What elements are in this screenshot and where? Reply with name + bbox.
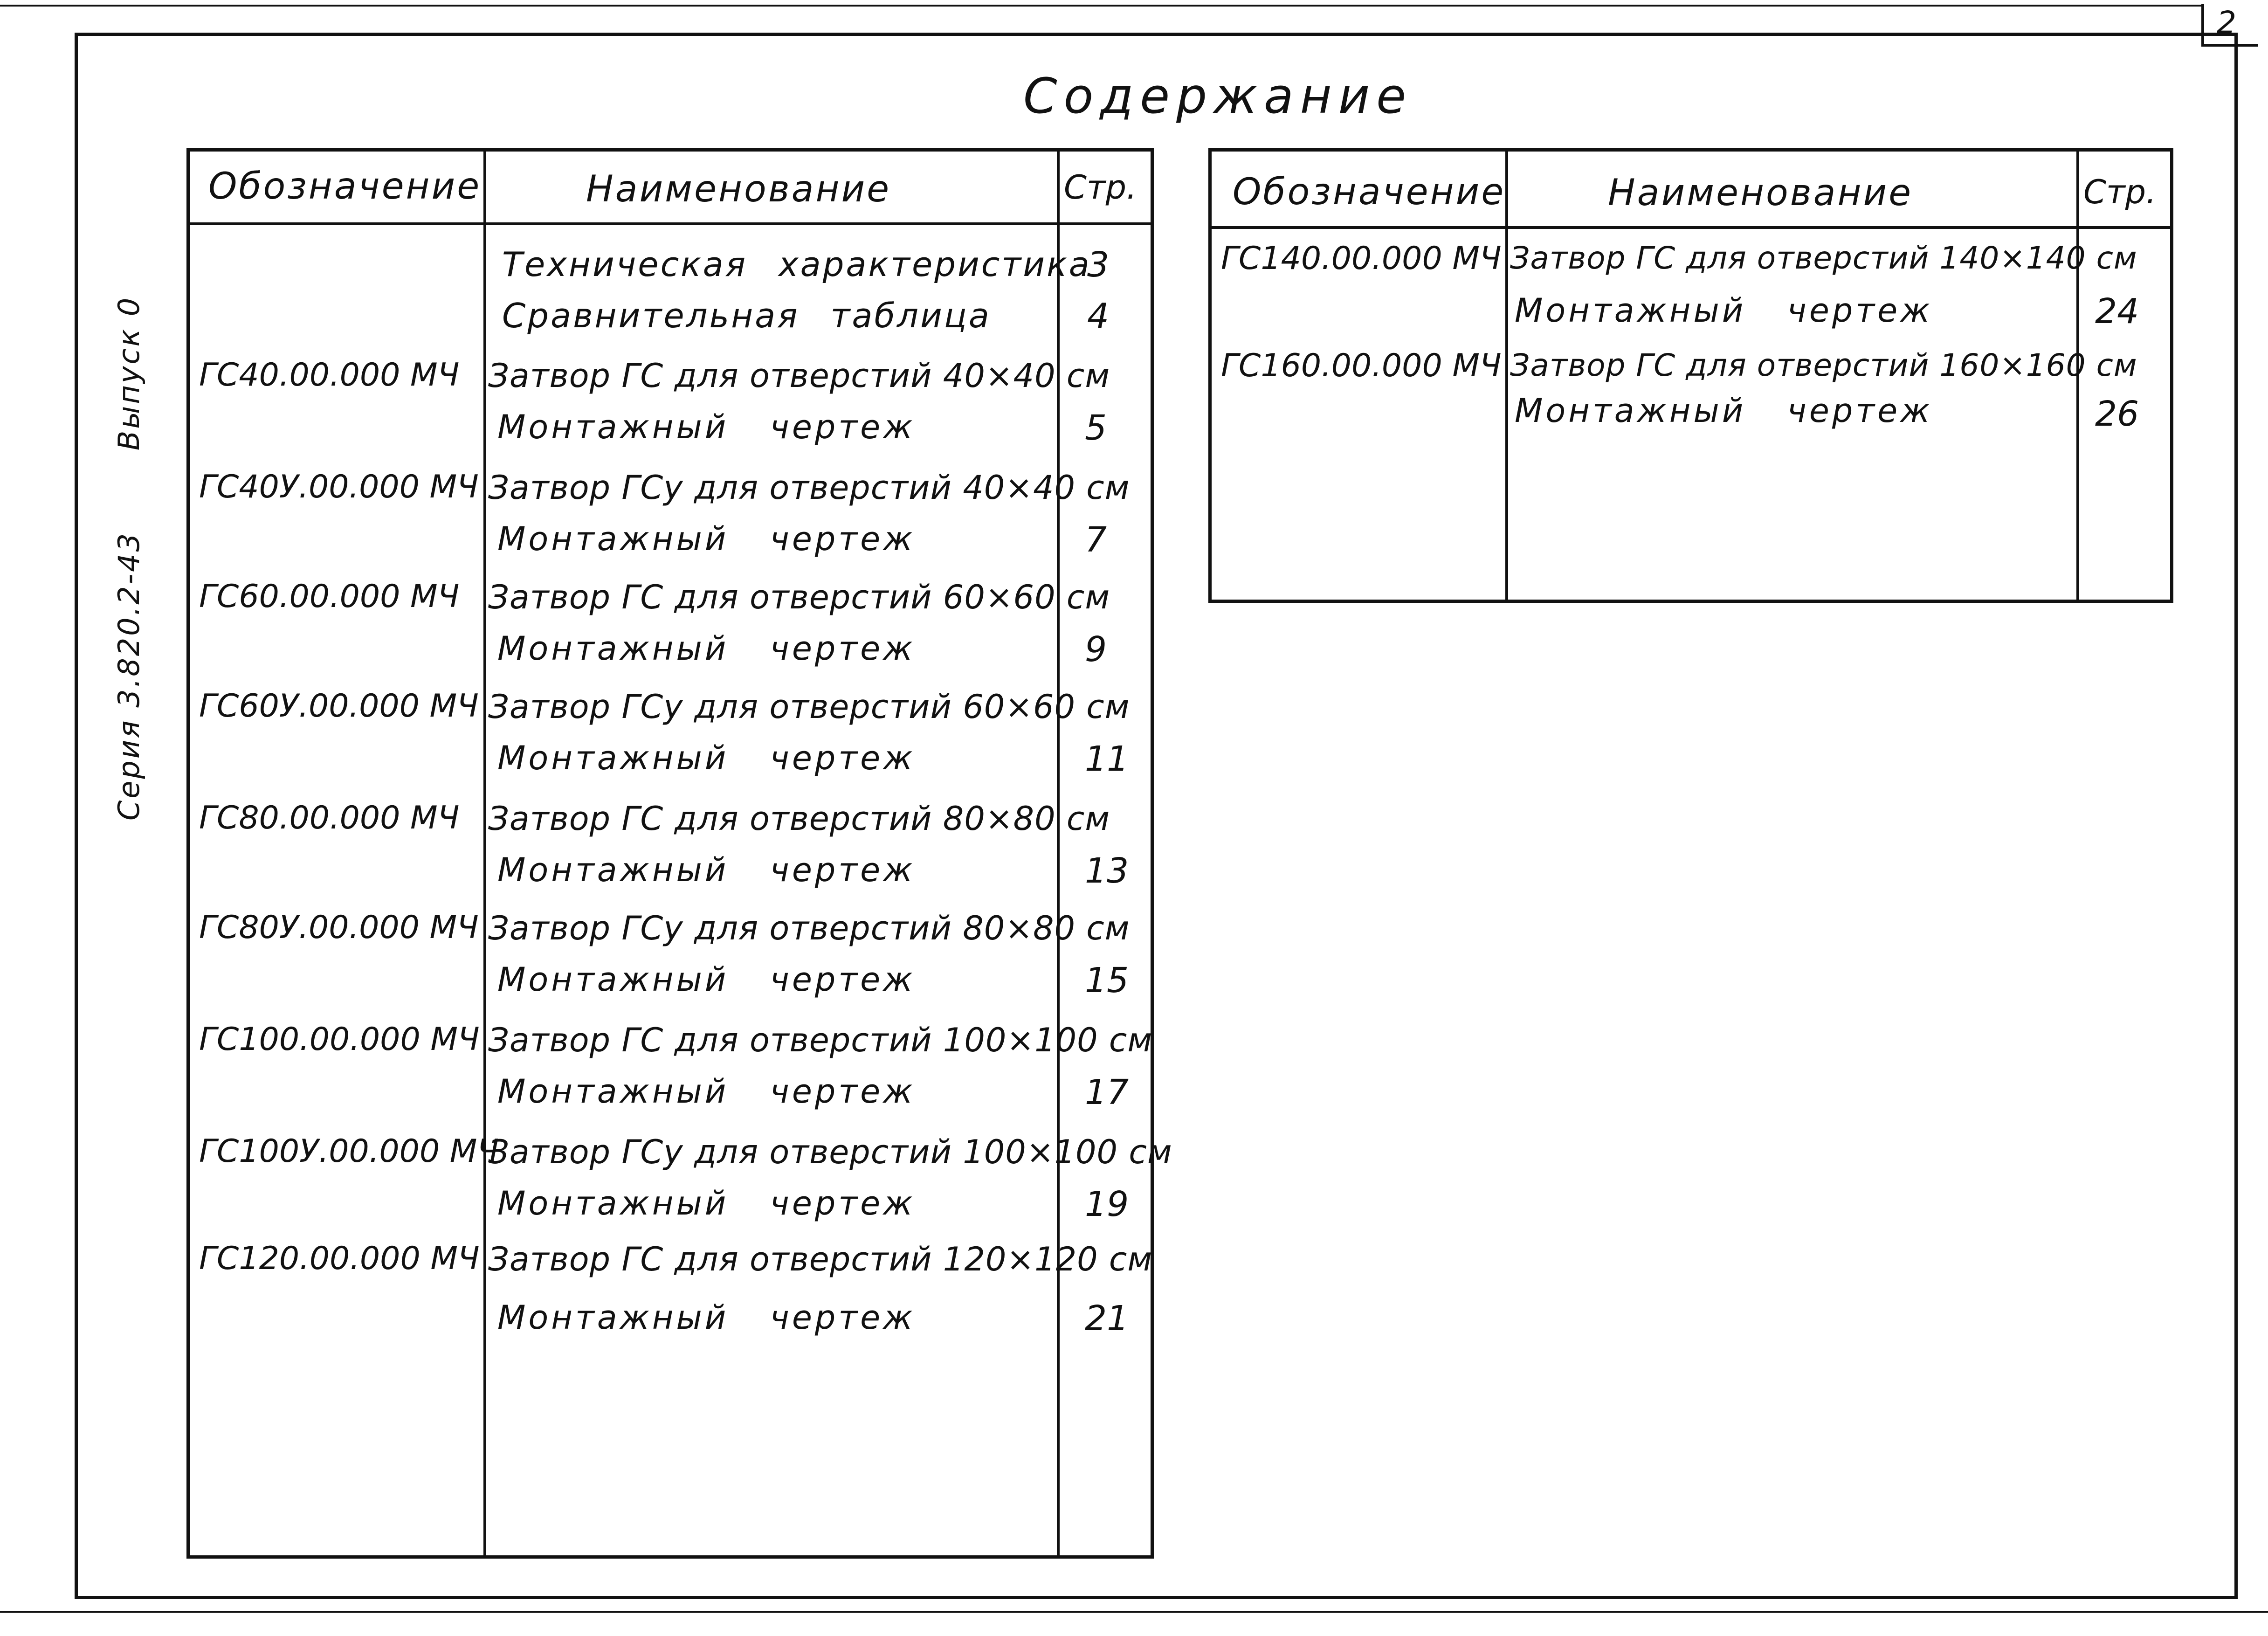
contents-table-right — [1208, 148, 2173, 603]
table-row — [190, 357, 1151, 469]
row-name: Затвор ГС для отверстий 160×160 см — [1510, 347, 2137, 383]
header-page: Стр. — [2083, 173, 2157, 211]
header-page: Стр. — [1064, 168, 1137, 207]
row-designation: ГС120.00.000 МЧ — [199, 1240, 480, 1277]
row-subtitle: Монтажный чертеж — [497, 851, 916, 889]
row-name: Затвор ГС для отверстий 140×140 см — [1510, 240, 2137, 276]
row-page: 19 — [1085, 1184, 1129, 1224]
row-subtitle: Монтажный чертеж — [497, 739, 916, 777]
row-subtitle: Монтажный чертеж — [497, 408, 916, 446]
row-page: 7 — [1085, 520, 1107, 560]
row-page: 26 — [2095, 394, 2139, 434]
intro-item-name: Сравнительная таблица — [502, 296, 991, 335]
table-row — [190, 688, 1151, 800]
table-row — [1212, 240, 2170, 352]
table-row — [1212, 347, 2170, 459]
intro-item-name: Техническая характеристика — [502, 245, 1091, 284]
table-row — [190, 800, 1151, 911]
header-designation: Обозначение — [208, 166, 482, 207]
header-designation: Обозначение — [1233, 171, 1506, 213]
document-title: Содержание — [1023, 68, 1413, 124]
row-page: 13 — [1085, 851, 1129, 891]
row-name: Затвор ГС для отверстий 60×60 см — [488, 578, 1110, 616]
row-subtitle: Монтажный чертеж — [497, 960, 916, 999]
row-designation: ГС100.00.000 МЧ — [199, 1021, 480, 1058]
row-name: Затвор ГСу для отверстий 80×80 см — [488, 909, 1130, 947]
intro-item-page: 3 — [1087, 245, 1111, 285]
row-subtitle: Монтажный чертеж — [497, 1072, 916, 1111]
series-side-label — [112, 296, 146, 821]
row-designation: ГС140.00.000 МЧ — [1221, 240, 1502, 277]
row-page: 21 — [1085, 1298, 1129, 1339]
header-name: Наименование — [586, 168, 891, 210]
table-row — [190, 909, 1151, 1021]
row-name: Затвор ГСу для отверстий 100×100 см — [488, 1133, 1172, 1171]
row-page: 17 — [1085, 1072, 1129, 1112]
row-name: Затвор ГСу для отверстий 40×40 см — [488, 469, 1130, 507]
row-page: 11 — [1085, 739, 1129, 779]
table-row — [190, 469, 1151, 580]
row-designation: ГС100У.00.000 МЧ — [199, 1133, 499, 1170]
row-name: Затвор ГС для отверстий 40×40 см — [488, 357, 1110, 395]
page-number: 2 — [2217, 5, 2238, 41]
row-name: Затвор ГС для отверстий 100×100 см — [488, 1021, 1153, 1059]
header-divider — [190, 222, 1151, 225]
contents-table-left — [186, 148, 1172, 1559]
row-designation: ГС60У.00.000 МЧ — [199, 688, 479, 725]
row-page: 5 — [1085, 408, 1107, 448]
row-subtitle: Монтажный чертеж — [497, 1298, 916, 1337]
series-label: Серия 3.820.2-43 — [112, 531, 146, 821]
row-designation: ГС60.00.000 МЧ — [199, 578, 460, 615]
row-subtitle: Монтажный чертеж — [497, 520, 916, 558]
top-border-line — [0, 5, 2201, 7]
row-subtitle: Монтажный чертеж — [1515, 291, 1933, 330]
row-name: Затвор ГС для отверстий 120×120 см — [488, 1240, 1153, 1278]
row-page: 9 — [1085, 629, 1107, 670]
issue-label: Выпуск 0 — [112, 296, 146, 451]
table-row — [190, 578, 1151, 690]
row-name: Затвор ГСу для отверстий 60×60 см — [488, 688, 1130, 726]
table-row — [190, 1133, 1172, 1245]
row-subtitle: Монтажный чертеж — [497, 1184, 916, 1222]
row-designation: ГС80У.00.000 МЧ — [199, 909, 479, 946]
row-designation: ГС40У.00.000 МЧ — [199, 469, 479, 505]
row-designation: ГС160.00.000 МЧ — [1221, 347, 1502, 384]
bottom-border-line — [0, 1611, 2268, 1613]
row-page: 15 — [1085, 960, 1129, 1001]
row-subtitle: Монтажный чертеж — [1515, 392, 1933, 430]
row-subtitle: Монтажный чертеж — [497, 629, 916, 668]
table-row — [190, 1021, 1151, 1133]
intro-item-page: 4 — [1087, 296, 1111, 336]
row-designation: ГС80.00.000 МЧ — [199, 800, 460, 836]
row-designation: ГС40.00.000 МЧ — [199, 357, 460, 393]
row-name: Затвор ГС для отверстий 80×80 см — [488, 800, 1110, 838]
row-page: 24 — [2095, 291, 2139, 331]
table-row — [190, 1240, 1151, 1352]
header-name: Наименование — [1608, 172, 1913, 214]
header-divider — [1212, 226, 2170, 229]
